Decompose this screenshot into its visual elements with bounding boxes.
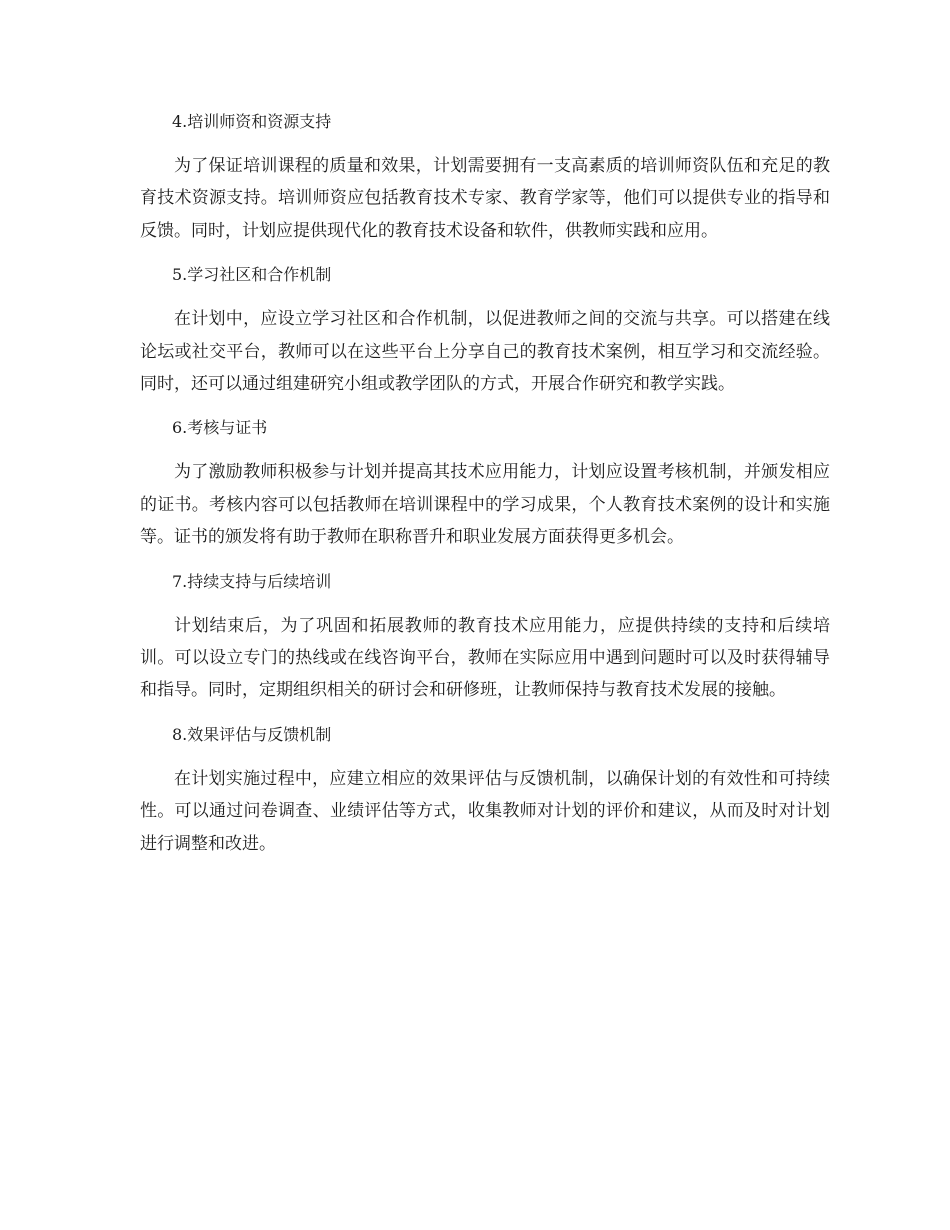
- section-heading-6: 6.考核与证书: [172, 418, 268, 438]
- section-body-6: 为了激励教师积极参与计划并提高其技术应用能力，计划应设置考核机制，并颁发相应的证书。考核内容可以包括教师在培训课程中的学习成果，个人教育技术案例的设计和实施等。证书的颁发将有助于教师在职称晋升和职业发展方面获得更多机会。: [140, 462, 830, 548]
- section-body-8: 在计划实施过程中，应建立相应的效果评估与反馈机制，以确保计划的有效性和可持续性。可以通过问卷调查、业绩评估等方式，收集教师对计划的评价和建议，从而及时对计划进行调整和改进。: [140, 768, 830, 854]
- section-body-4: 为了保证培训课程的质量和效果，计划需要拥有一支高素质的培训师资队伍和充足的教育技术资源支持。培训师资应包括教育技术专家、教育学家等，他们可以提供专业的指导和反馈。同时，计划应提供现代化的教育技术设备和软件，供教师实践和应用。: [140, 156, 830, 241]
- section-heading-4: 4.培训师资和资源支持: [172, 112, 332, 131]
- document-content: [140, 106, 830, 872]
- section-body-7: 计划结束后，为了巩固和拓展教师的教育技术应用能力，应提供持续的支持和后续培训。可以设立专门的热线或在线咨询平台，教师在实际应用中遇到问题时可以及时获得辅导和指导。同时，定期组织相关的研讨会和研修班，让教师保持与教育技术发展的接触。: [140, 615, 830, 701]
- section-heading-8: 8.效果评估与反馈机制: [172, 724, 332, 744]
- section-body-5: 在计划中，应设立学习社区和合作机制，以促进教师之间的交流与共享。可以搭建在线论坛或社交平台，教师可以在这些平台上分享自己的教育技术案例，相互学习和交流经验。同时，还可以通过组建研究小组或教学团队的方式，开展合作研究和教学实践。: [140, 309, 830, 395]
- section-heading-7: 7.持续支持与后续培训: [172, 571, 332, 591]
- section-heading-5: 5.学习社区和合作机制: [172, 265, 332, 285]
